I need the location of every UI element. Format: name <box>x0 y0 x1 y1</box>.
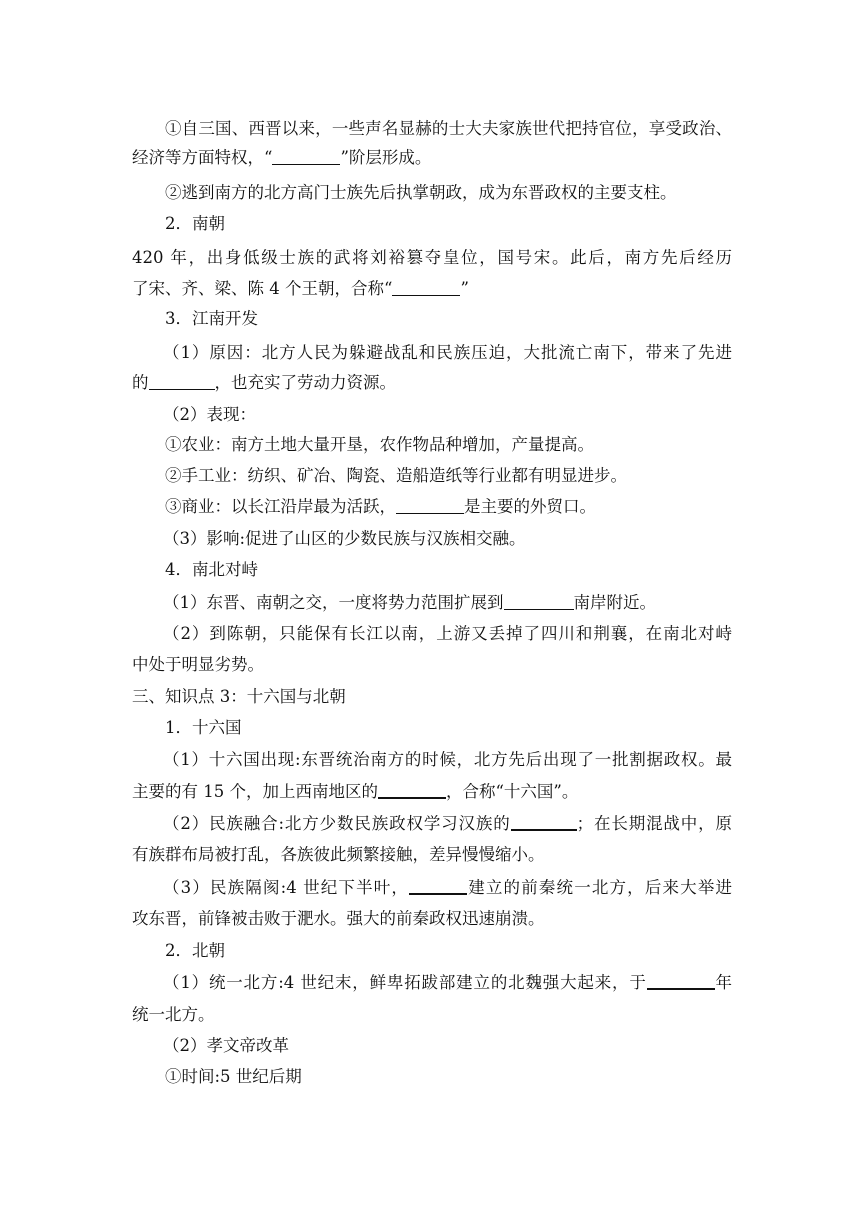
text-line <box>165 434 732 456</box>
text-segment: （1）统一北方:4 世纪末，鲜卑拓跋部建立的北魏强大起来，于 <box>163 973 647 992</box>
text-segment: ，也充实了劳动力资源。 <box>214 373 396 392</box>
text-line <box>163 404 732 426</box>
text-segment: （2）孝文帝改革 <box>163 1036 289 1055</box>
fill-in-blank[interactable] <box>504 593 574 610</box>
text-segment: 年 <box>714 973 732 992</box>
fill-in-blank[interactable] <box>511 813 577 831</box>
text-line <box>163 528 732 550</box>
text-line <box>165 118 732 140</box>
text-segment: （3）影响:促进了山区的少数民族与汉族相交融。 <box>163 529 526 548</box>
text-segment: ②手工业：纺织、矿冶、陶瓷、造船造纸等行业都有明显进步。 <box>165 466 627 485</box>
text-line <box>165 496 732 518</box>
text-segment: 是主要的外贸口。 <box>464 497 596 516</box>
text-segment: 4．南北对峙 <box>165 560 258 579</box>
text-segment: ②逃到南方的北方高门士族先后执掌朝政，成为东晋政权的主要支柱。 <box>165 183 677 202</box>
fill-in-blank[interactable] <box>378 781 446 799</box>
text-segment: （2）表现： <box>163 405 256 424</box>
text-segment: （3）民族隔阂:4 世纪下半叶， <box>163 878 410 897</box>
text-segment: 2．北朝 <box>165 941 225 960</box>
text-segment: 有族群布局被打乱，各族彼此频繁接触，差异慢慢缩小。 <box>132 845 545 864</box>
section-heading <box>165 559 732 581</box>
text-line <box>165 182 732 204</box>
text-segment: ①时间:5 世纪后期 <box>165 1067 302 1086</box>
text-segment: ①农业：南方土地大量开垦，农作物品种增加，产量提高。 <box>165 435 594 454</box>
text-segment: ③商业：以长江沿岸最为活跃， <box>165 497 396 516</box>
text-segment: 南岸附近。 <box>573 593 656 612</box>
text-segment: 2．南朝 <box>165 214 225 233</box>
text-line <box>163 592 732 614</box>
text-segment: （1）东晋、南朝之交，一度将势力范围扩展到 <box>163 593 504 612</box>
fill-in-blank[interactable] <box>396 497 464 514</box>
text-segment: （2）到陈朝，只能保有长江以南，上游又丢掉了四川和荆襄，在南北对峙 <box>163 624 732 643</box>
text-segment: ①自三国、西晋以来，一些声名显赫的士大夫家族世代把持官位，享受政治、 <box>165 119 732 138</box>
text-line <box>165 465 732 487</box>
fill-in-blank[interactable] <box>409 877 467 895</box>
section-heading <box>163 1035 732 1057</box>
text-segment: 经济等方面特权，“ <box>132 148 273 167</box>
text-segment: 1．十六国 <box>165 718 242 737</box>
text-line <box>163 877 732 899</box>
text-segment: 中处于明显劣势。 <box>132 655 264 674</box>
text-segment: 3．江南开发 <box>165 309 258 328</box>
text-segment: ；在长期混战中，原 <box>576 814 733 833</box>
section-heading <box>165 213 732 235</box>
text-line <box>132 781 732 803</box>
fill-in-blank[interactable] <box>272 148 340 165</box>
section-heading <box>165 717 732 739</box>
section-heading <box>132 686 732 708</box>
text-line <box>132 247 732 269</box>
text-segment: 统一北方。 <box>132 1005 215 1024</box>
fill-in-blank[interactable] <box>149 373 215 390</box>
fill-in-blank[interactable] <box>392 279 460 296</box>
text-line <box>163 749 732 771</box>
text-segment: （2）民族融合:北方少数民族政权学习汉族的 <box>163 814 511 833</box>
text-segment: ，合称“十六国”。 <box>446 782 579 801</box>
text-segment: 420 年，出身低级士族的武将刘裕篡夺皇位，国号宋。此后，南方先后经历 <box>132 248 732 267</box>
text-line <box>132 278 732 300</box>
text-line <box>163 342 732 364</box>
text-line <box>163 623 732 645</box>
text-segment: ”阶层形成。 <box>340 148 432 167</box>
text-segment: （1）十六国出现:东晋统治南方的时候，北方先后出现了一批割据政权。最 <box>163 750 732 769</box>
text-line <box>132 1004 732 1026</box>
fill-in-blank[interactable] <box>647 972 715 990</box>
text-line <box>132 844 732 866</box>
text-segment: 三、知识点 3：十六国与北朝 <box>132 687 346 706</box>
text-line <box>163 813 732 835</box>
text-line <box>132 654 732 676</box>
text-line <box>132 908 732 930</box>
text-segment: 建立的前秦统一北方，后来大举进 <box>467 878 732 897</box>
section-heading <box>165 940 732 962</box>
text-segment: （1）原因：北方人民为躲避战乱和民族压迫，大批流亡南下，带来了先进 <box>163 343 732 362</box>
text-segment: 的 <box>132 373 149 392</box>
text-line <box>132 147 732 169</box>
text-line <box>132 372 732 394</box>
text-segment: 主要的有 15 个，加上西南地区的 <box>132 782 378 801</box>
text-segment: 攻东晋，前锋被击败于淝水。强大的前秦政权迅速崩溃。 <box>132 909 545 928</box>
text-line <box>163 972 732 994</box>
section-heading <box>165 308 732 330</box>
text-segment: 了宋、齐、梁、陈 4 个王朝，合称“ <box>132 279 393 298</box>
text-segment: ” <box>460 279 469 298</box>
text-line <box>165 1066 732 1088</box>
